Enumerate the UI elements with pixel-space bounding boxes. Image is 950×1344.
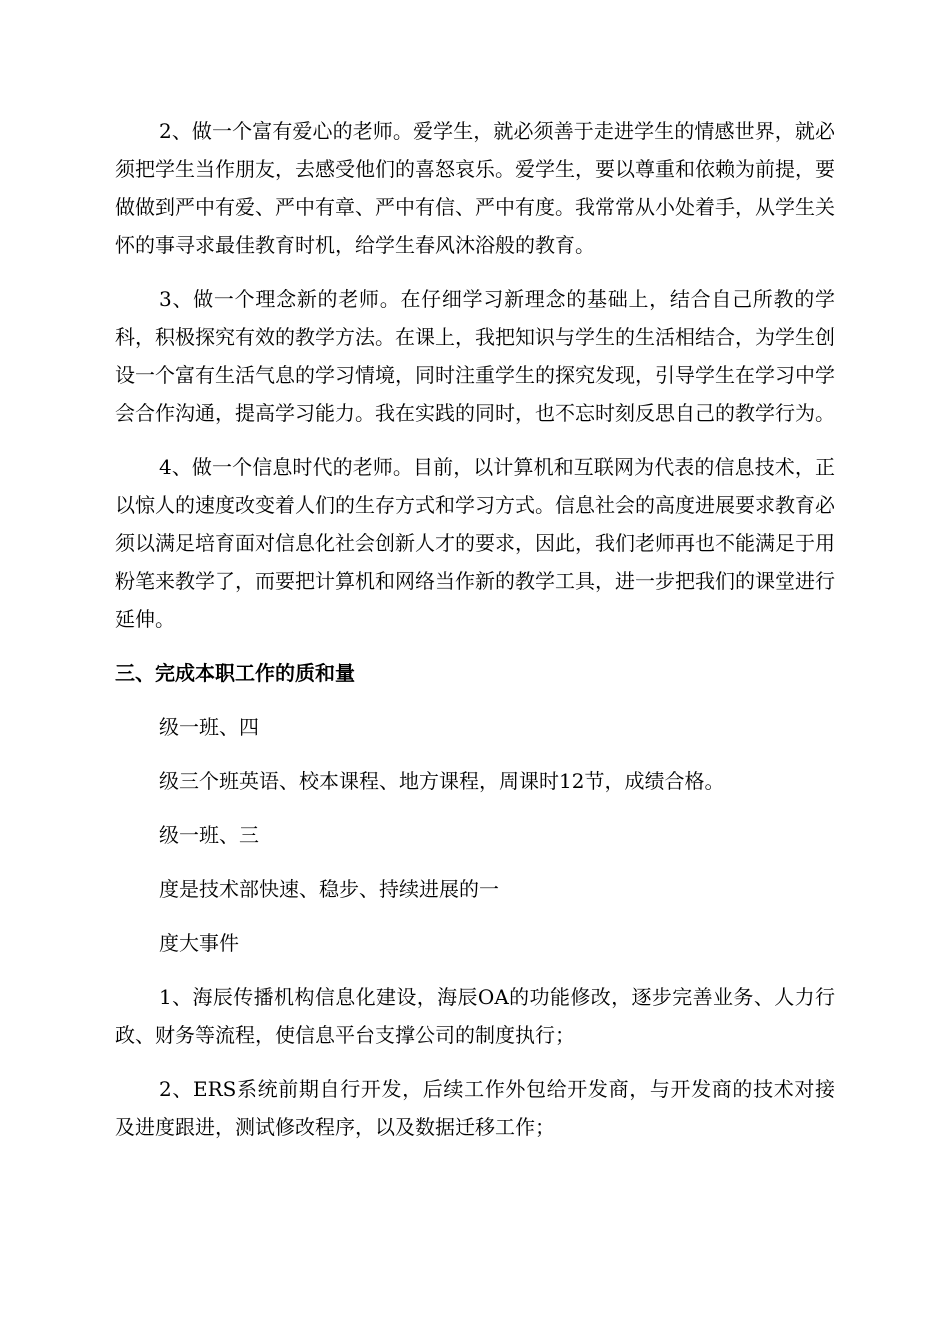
paragraph-caring-teacher: 2、做一个富有爱心的老师。爱学生，就必须善于走进学生的情感世界，就必须把学生当作朋友，去感受他们的喜怒哀乐。爱学生，要以尊重和依赖为前提，要做做到严中有爱、严中有章、严中有信、严中有度。我常常从小处着手，从学生关怀的事寻求最佳教育时机，给学生春风沐浴般的教育。 bbox=[115, 119, 835, 257]
paragraph-haichen-oa: 1、海辰传播机构信息化建设，海辰OA的功能修改，逐步完善业务、人力行政、财务等流程，使信息平台支撑公司的制度执行； bbox=[115, 985, 835, 1047]
paragraph-major-events: 度大事件 bbox=[159, 931, 239, 955]
paragraph-new-concept-teacher: 3、做一个理念新的老师。在仔细学习新理念的基础上，结合自己所教的学科，积极探究有效的教学方法。在课上，我把知识与学生的生活相结合，为学生创设一个富有生活气息的学习情境，同时注重学生的探究发现，引导学生在学习中学会合作沟通，提高学习能力。我在实践的同时，也不忘时刻反思自己的教学行为。 bbox=[115, 287, 835, 425]
document-body bbox=[115, 112, 835, 1162]
paragraph-three-classes-english: 级三个班英语、校本课程、地方课程，周课时12节，成绩合格。 bbox=[159, 769, 725, 793]
paragraph-class-one-four: 级一班、四 bbox=[159, 715, 259, 739]
paragraph-information-age-teacher: 4、做一个信息时代的老师。目前，以计算机和互联网为代表的信息技术，正以惊人的速度改变着人们的生存方式和学习方式。信息社会的高度进展要求教育必须以满足培育面对信息化社会创新人才的要求，因此，我们老师再也不能满足于用粉笔来教学了，而要把计算机和网络当作新的教学工具，进一步把我们的课堂进行延伸。 bbox=[115, 455, 835, 631]
section-heading-three: 三、完成本职工作的质和量 bbox=[115, 661, 355, 685]
paragraph-class-one-three: 级一班、三 bbox=[159, 823, 259, 847]
paragraph-tech-dept-progress: 度是技术部快速、稳步、持续进展的一 bbox=[159, 877, 499, 901]
paragraph-ers-system: 2、ERS系统前期自行开发，后续工作外包给开发商，与开发商的技术对接及进度跟进，测试修改程序，以及数据迁移工作； bbox=[115, 1077, 835, 1139]
